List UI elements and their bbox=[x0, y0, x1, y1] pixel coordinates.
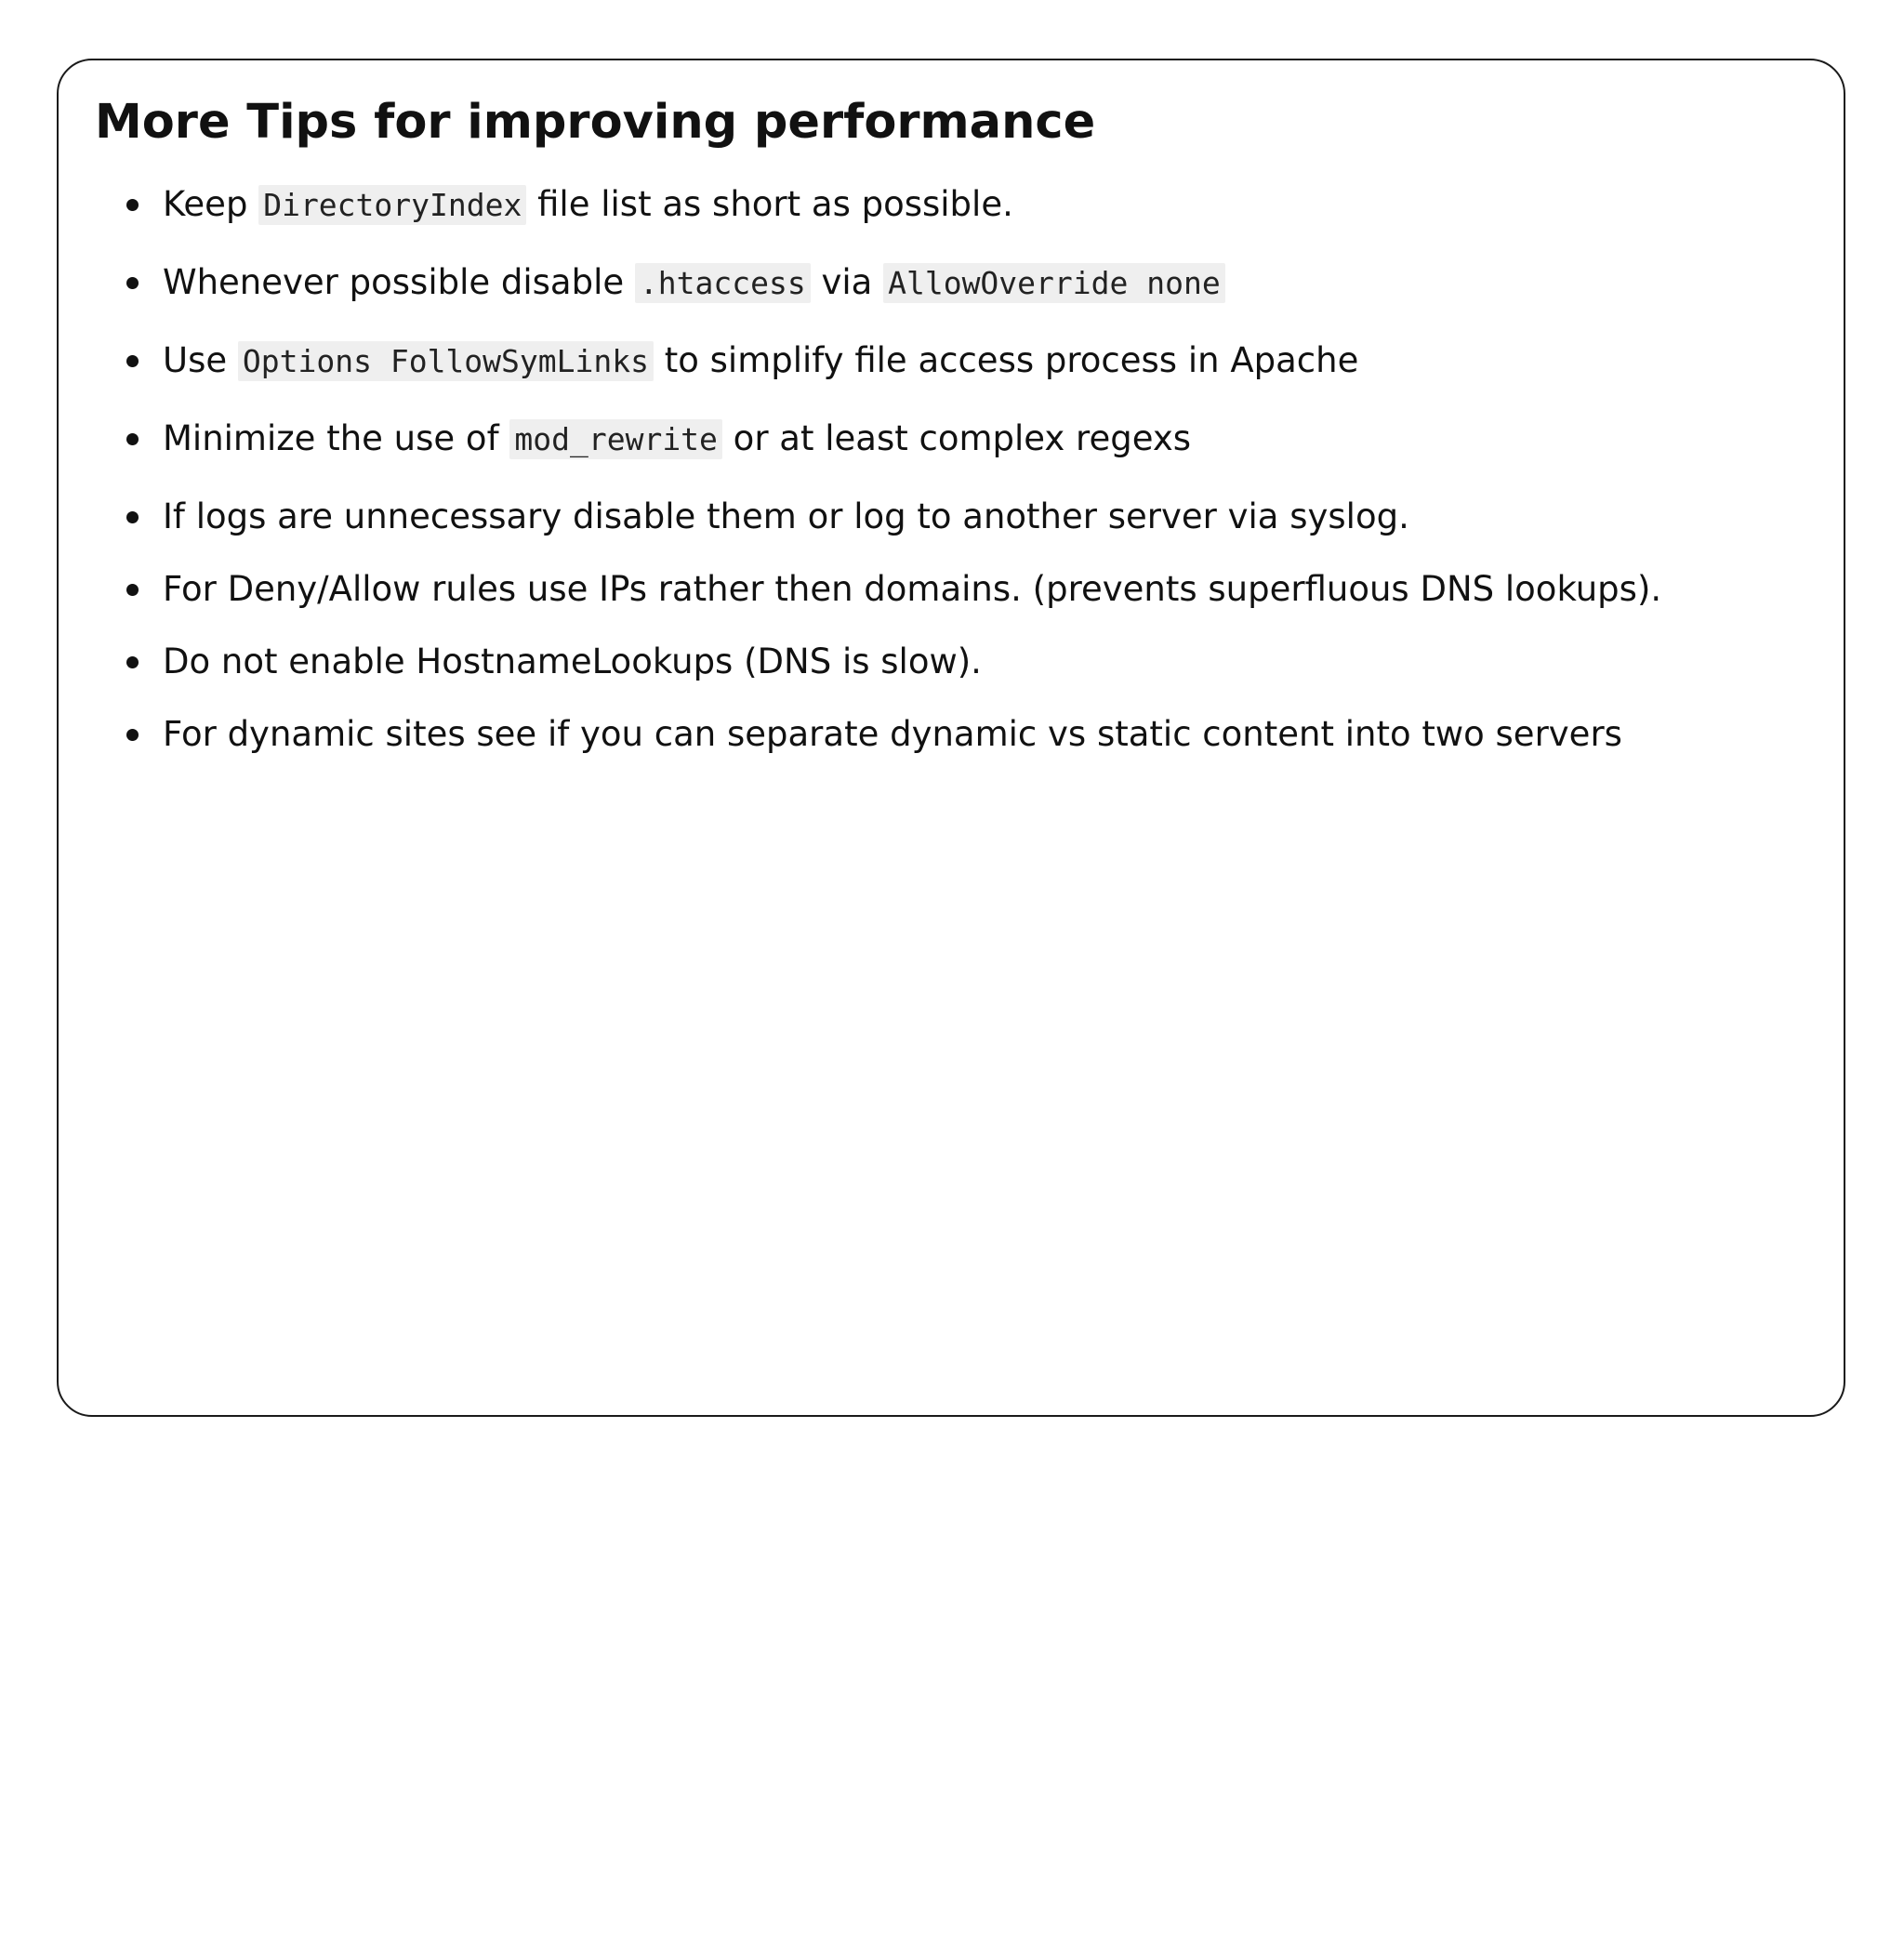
code-snippet: mod_rewrite bbox=[509, 419, 722, 459]
bullet-icon bbox=[126, 656, 139, 668]
tip-text: Whenever possible disable bbox=[163, 262, 635, 302]
list-item bbox=[59, 711, 1844, 758]
tip-text: Keep bbox=[163, 184, 259, 224]
tip-text: Minimize the use of bbox=[163, 418, 510, 458]
tip-text: to simplify file access process in Apache bbox=[653, 340, 1359, 380]
list-item bbox=[59, 416, 1844, 463]
tip-text: or at least complex regexs bbox=[721, 418, 1191, 458]
code-snippet: .htaccess bbox=[635, 263, 811, 303]
tips-list bbox=[59, 181, 1844, 758]
list-item bbox=[59, 259, 1844, 307]
bullet-icon bbox=[126, 277, 139, 289]
bullet-icon bbox=[126, 199, 139, 211]
tip-text: Do not enable HostnameLookups (DNS is slow). bbox=[163, 641, 982, 681]
bullet-icon bbox=[126, 584, 139, 596]
tip-text: For dynamic sites see if you can separate dynamic vs static content into two servers bbox=[163, 714, 1622, 754]
tip-text: via bbox=[810, 262, 884, 302]
tip-text: file list as short as possible. bbox=[526, 184, 1013, 224]
slide-title: More Tips for improving performance bbox=[95, 95, 1096, 150]
list-item bbox=[59, 181, 1844, 229]
code-snippet: DirectoryIndex bbox=[258, 185, 526, 225]
list-item bbox=[59, 337, 1844, 385]
tip-text: Use bbox=[163, 340, 238, 380]
bullet-icon bbox=[126, 729, 139, 741]
bullet-icon bbox=[126, 511, 139, 523]
list-item bbox=[59, 566, 1844, 613]
code-snippet: Options FollowSymLinks bbox=[238, 341, 654, 381]
slide-frame bbox=[57, 59, 1845, 1417]
tip-text: For Deny/Allow rules use IPs rather then domains. (prevents superfluous DNS lookups). bbox=[163, 569, 1662, 609]
bullet-icon bbox=[126, 355, 139, 367]
list-item bbox=[59, 494, 1844, 540]
list-item bbox=[59, 639, 1844, 685]
tip-text: If logs are unnecessary disable them or log to another server via syslog. bbox=[163, 496, 1409, 536]
code-snippet: AllowOverride none bbox=[883, 263, 1225, 303]
bullet-icon bbox=[126, 433, 139, 445]
